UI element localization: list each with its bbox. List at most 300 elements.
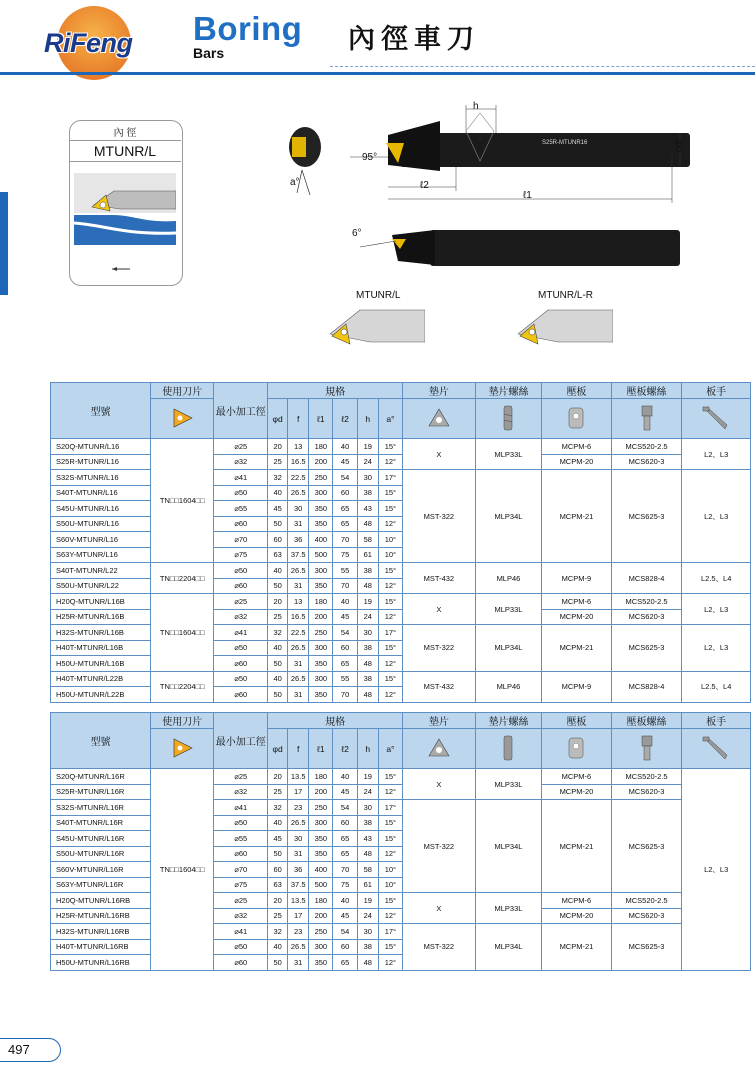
- spec-cell: 24: [357, 454, 378, 470]
- spec-cell: 24: [357, 609, 378, 625]
- spec-cell: 54: [333, 924, 357, 940]
- spec-cell: 25: [268, 784, 288, 800]
- tool-left-name: MTUNR/L: [356, 290, 401, 301]
- spec-cell: ⌀75: [214, 547, 268, 563]
- model-cell: H50U-MTUNR/L16RB: [51, 955, 151, 971]
- spec-cell: 26.5: [288, 939, 309, 955]
- model-cell: H25R-MTUNR/L16B: [51, 609, 151, 625]
- spec-cell: 17°: [378, 924, 402, 940]
- spec-cell: 63: [268, 547, 288, 563]
- header-l2: ℓ2: [333, 399, 357, 439]
- spec-cell: 12°: [378, 609, 402, 625]
- spec-cell: 200: [309, 784, 333, 800]
- spec-cell: 15°: [378, 501, 402, 517]
- insert-icon: [151, 399, 214, 439]
- insert-cell: TN□□2204□□: [151, 563, 214, 594]
- spec-cell: 10°: [378, 547, 402, 563]
- spec-cell: 400: [309, 532, 333, 548]
- spec-cell: ⌀70: [214, 862, 268, 878]
- spec-cell: 50: [268, 656, 288, 672]
- header-l1: ℓ1: [309, 399, 333, 439]
- model-cell: H40T-MTUNR/L16RB: [51, 939, 151, 955]
- spec-cell: 31: [288, 578, 309, 594]
- logo-text: RiFeng: [44, 28, 133, 58]
- spec-cell: 54: [333, 800, 357, 816]
- table-row: [51, 439, 751, 455]
- spec-cell: 30: [357, 625, 378, 641]
- spec-cell: 15°: [378, 671, 402, 687]
- spec-cell: 70: [333, 532, 357, 548]
- spec-cell: 17: [288, 784, 309, 800]
- spec-cell: 45: [333, 908, 357, 924]
- spec-cell: 300: [309, 563, 333, 579]
- clamp-cell: MCPM-21: [542, 924, 612, 971]
- header-l1: ℓ1: [309, 729, 333, 769]
- spec-cell: 13: [288, 594, 309, 610]
- spec-cell: 38: [357, 939, 378, 955]
- spec-cell: ⌀70: [214, 532, 268, 548]
- spec-cell: 40: [268, 671, 288, 687]
- card-title: 內 徑: [113, 128, 137, 139]
- spec-cell: 75: [333, 877, 357, 893]
- spec-cell: 63: [268, 877, 288, 893]
- spec-cell: 60: [268, 532, 288, 548]
- clamp-screw-cell: MCS620-3: [611, 784, 682, 800]
- model-cell: S50U-MTUNR/L16: [51, 516, 151, 532]
- model-cell: H32S-MTUNR/L16B: [51, 625, 151, 641]
- spec-cell: 350: [309, 831, 333, 847]
- page-number: 497: [8, 1042, 30, 1057]
- shim-screw-cell: MLP34L: [475, 800, 541, 893]
- spec-cell: ⌀41: [214, 470, 268, 486]
- model-cell: S20Q-MTUNR/L16R: [51, 769, 151, 785]
- spec-cell: 350: [309, 687, 333, 703]
- header-min-bore: 最小加工徑: [214, 713, 268, 769]
- header-a: a°: [378, 399, 402, 439]
- spec-cell: 300: [309, 485, 333, 501]
- spec-cell: 15°: [378, 939, 402, 955]
- spec-cell: 12°: [378, 454, 402, 470]
- header-f: f: [288, 729, 309, 769]
- spec-cell: 20: [268, 594, 288, 610]
- spec-cell: ⌀32: [214, 609, 268, 625]
- shim-cell: X: [403, 439, 476, 470]
- model-cell: S25R-MTUNR/L16R: [51, 784, 151, 800]
- spec-cell: 17°: [378, 625, 402, 641]
- clamp-cell: MCPM-21: [542, 470, 612, 563]
- clamp-screw-cell: MCS625-3: [611, 625, 682, 672]
- spec-cell: 38: [357, 640, 378, 656]
- tool-left-illustration: [330, 304, 425, 354]
- spec-table-2: [50, 712, 751, 971]
- clamp-screw-icon: [611, 399, 682, 439]
- spec-cell: 17°: [378, 800, 402, 816]
- spec-cell: 19: [357, 594, 378, 610]
- spec-cell: 38: [357, 485, 378, 501]
- dim-l2-label: ℓ2: [420, 180, 429, 191]
- spec-cell: 19: [357, 893, 378, 909]
- spec-cell: 15°: [378, 769, 402, 785]
- clamp-cell: MCPM-20: [542, 609, 612, 625]
- spec-cell: 75: [333, 547, 357, 563]
- spec-cell: 200: [309, 908, 333, 924]
- spec-cell: ⌀32: [214, 908, 268, 924]
- spec-cell: 40: [268, 563, 288, 579]
- spec-cell: 48: [357, 955, 378, 971]
- header-shim: 墊片: [403, 713, 476, 729]
- header-insert: 使用刀片: [151, 713, 214, 729]
- spec-cell: 15°: [378, 815, 402, 831]
- spec-cell: 26.5: [288, 485, 309, 501]
- model-cell: H32S-MTUNR/L16RB: [51, 924, 151, 940]
- spec-cell: 15°: [378, 439, 402, 455]
- spec-cell: 15°: [378, 485, 402, 501]
- dim-h-label: h: [473, 101, 479, 112]
- shim-icon: [403, 399, 476, 439]
- spec-cell: ⌀60: [214, 656, 268, 672]
- spec-cell: ⌀50: [214, 640, 268, 656]
- dim-6-label: 6°: [352, 228, 362, 239]
- spec-cell: ⌀32: [214, 454, 268, 470]
- spec-cell: 60: [268, 862, 288, 878]
- spec-cell: 48: [357, 516, 378, 532]
- model-cell: S63Y-MTUNR/L16R: [51, 877, 151, 893]
- header-shim: 墊片: [403, 383, 476, 399]
- tool-dimension-drawing: [280, 95, 700, 285]
- shim-screw-cell: MLP34L: [475, 470, 541, 563]
- spec-cell: 350: [309, 846, 333, 862]
- clamp-icon: [542, 729, 612, 769]
- spec-cell: 13.5: [288, 769, 309, 785]
- header-h: h: [357, 729, 378, 769]
- spec-cell: 40: [268, 640, 288, 656]
- clamp-cell: MCPM-6: [542, 893, 612, 909]
- spec-cell: 40: [268, 485, 288, 501]
- spec-cell: 31: [288, 955, 309, 971]
- spec-cell: 12°: [378, 846, 402, 862]
- spec-cell: 180: [309, 893, 333, 909]
- spec-cell: 30: [288, 501, 309, 517]
- spec-cell: ⌀60: [214, 955, 268, 971]
- page-number-tab: [0, 1038, 61, 1062]
- spec-cell: ⌀25: [214, 594, 268, 610]
- clamp-screw-cell: MCS828-4: [611, 671, 682, 702]
- insert-cell: TN□□1604□□: [151, 594, 214, 672]
- spec-cell: 45: [333, 454, 357, 470]
- insert-cell: TN□□1604□□: [151, 439, 214, 563]
- spec-cell: 15°: [378, 563, 402, 579]
- clamp-cell: MCPM-21: [542, 800, 612, 893]
- wrench-cell: L2、L3: [682, 594, 751, 625]
- spec-cell: 15°: [378, 640, 402, 656]
- spec-cell: 20: [268, 769, 288, 785]
- clamp-screw-cell: MCS625-3: [611, 800, 682, 893]
- page-subtitle: Bars: [193, 45, 225, 61]
- header-a: a°: [378, 729, 402, 769]
- spec-cell: 60: [333, 485, 357, 501]
- spec-cell: 32: [268, 470, 288, 486]
- spec-cell: 65: [333, 656, 357, 672]
- spec-cell: 30: [357, 800, 378, 816]
- shim-screw-cell: MLP33L: [475, 594, 541, 625]
- spec-cell: 15°: [378, 893, 402, 909]
- spec-cell: ⌀60: [214, 687, 268, 703]
- spec-cell: 300: [309, 939, 333, 955]
- spec-cell: 30: [357, 470, 378, 486]
- spec-cell: 15°: [378, 594, 402, 610]
- wrench-cell: L2、L3: [682, 625, 751, 672]
- spec-cell: 58: [357, 862, 378, 878]
- clamp-cell: MCPM-6: [542, 769, 612, 785]
- clamp-screw-cell: MCS520-2.5: [611, 594, 682, 610]
- spec-cell: 43: [357, 501, 378, 517]
- spec-cell: 24: [357, 784, 378, 800]
- spec-cell: 23: [288, 924, 309, 940]
- spec-cell: 25: [268, 908, 288, 924]
- header-min-bore: 最小加工徑: [214, 383, 268, 439]
- spec-cell: 23: [288, 800, 309, 816]
- spec-cell: 50: [268, 687, 288, 703]
- clamp-screw-cell: MCS828-4: [611, 563, 682, 594]
- wrench-cell: L2、L3: [682, 769, 751, 971]
- header-model: 型號: [51, 713, 151, 769]
- insert-cell: TN□□1604□□: [151, 769, 214, 971]
- header-wrench: 板手: [682, 383, 751, 399]
- shim-cell: X: [403, 769, 476, 800]
- spec-cell: 50: [268, 516, 288, 532]
- spec-cell: 48: [357, 656, 378, 672]
- shim-cell: MST-322: [403, 924, 476, 971]
- spec-cell: 60: [333, 640, 357, 656]
- wrench-cell: L2.5、L4: [682, 671, 751, 702]
- spec-cell: ⌀55: [214, 501, 268, 517]
- spec-cell: 31: [288, 516, 309, 532]
- spec-cell: 32: [268, 625, 288, 641]
- model-cell: S45U-MTUNR/L16R: [51, 831, 151, 847]
- clamp-cell: MCPM-9: [542, 563, 612, 594]
- spec-cell: 350: [309, 656, 333, 672]
- spec-cell: 12°: [378, 656, 402, 672]
- tool-right-name: MTUNR/L-R: [538, 290, 593, 301]
- wrench-icon: [682, 729, 751, 769]
- table-row: [51, 563, 751, 579]
- shim-cell: MST-322: [403, 800, 476, 893]
- model-cell: S40T-MTUNR/L22: [51, 563, 151, 579]
- spec-cell: ⌀50: [214, 939, 268, 955]
- dim-a-label: a°: [290, 177, 300, 188]
- spec-cell: 61: [357, 877, 378, 893]
- spec-cell: 65: [333, 955, 357, 971]
- shim-cell: MST-322: [403, 625, 476, 672]
- clamp-screw-cell: MCS520-2.5: [611, 439, 682, 455]
- spec-cell: 26.5: [288, 640, 309, 656]
- spec-cell: 17°: [378, 470, 402, 486]
- header-spec: 規格: [268, 713, 403, 729]
- spec-cell: 200: [309, 609, 333, 625]
- spec-cell: 500: [309, 877, 333, 893]
- shim-screw-cell: MLP34L: [475, 924, 541, 971]
- shim-screw-cell: MLP33L: [475, 439, 541, 470]
- spec-cell: 25: [268, 609, 288, 625]
- model-cell: S60V-MTUNR/L16: [51, 532, 151, 548]
- spec-cell: 250: [309, 924, 333, 940]
- tool-right-illustration: [518, 304, 613, 354]
- spec-cell: 350: [309, 516, 333, 532]
- insert-cell: TN□□2204□□: [151, 671, 214, 702]
- spec-cell: 22.5: [288, 625, 309, 641]
- spec-cell: ⌀25: [214, 769, 268, 785]
- spec-cell: 16.5: [288, 454, 309, 470]
- dim-l1-label: ℓ1: [523, 190, 532, 201]
- spec-cell: ⌀25: [214, 893, 268, 909]
- spec-cell: ⌀50: [214, 485, 268, 501]
- spec-cell: 45: [333, 609, 357, 625]
- clamp-cell: MCPM-6: [542, 594, 612, 610]
- card-illustration: [74, 165, 176, 277]
- insert-icon: [151, 729, 214, 769]
- clamp-screw-icon: [611, 729, 682, 769]
- spec-cell: ⌀50: [214, 671, 268, 687]
- spec-cell: 12°: [378, 955, 402, 971]
- clamp-screw-cell: MCS620-3: [611, 908, 682, 924]
- spec-cell: 180: [309, 769, 333, 785]
- spec-cell: 70: [333, 687, 357, 703]
- spec-cell: 26.5: [288, 671, 309, 687]
- header-shim-screw: 墊片螺絲: [475, 713, 541, 729]
- spec-cell: 500: [309, 547, 333, 563]
- spec-cell: 250: [309, 800, 333, 816]
- clamp-icon: [542, 399, 612, 439]
- clamp-screw-cell: MCS625-3: [611, 924, 682, 971]
- header-wrench: 板手: [682, 713, 751, 729]
- spec-cell: ⌀50: [214, 563, 268, 579]
- clamp-cell: MCPM-9: [542, 671, 612, 702]
- spec-cell: 60: [333, 815, 357, 831]
- spec-cell: 55: [333, 671, 357, 687]
- model-cell: S32S-MTUNR/L16: [51, 470, 151, 486]
- spec-table-1: [50, 382, 751, 703]
- spec-cell: 32: [268, 800, 288, 816]
- header-clamp-screw: 壓板螺絲: [611, 383, 682, 399]
- spec-cell: 65: [333, 516, 357, 532]
- header-model: 型號: [51, 383, 151, 439]
- spec-cell: 16.5: [288, 609, 309, 625]
- shim-cell: X: [403, 594, 476, 625]
- spec-cell: 36: [288, 862, 309, 878]
- spec-cell: ⌀60: [214, 846, 268, 862]
- spec-cell: 12°: [378, 784, 402, 800]
- model-cell: H20Q-MTUNR/L16B: [51, 594, 151, 610]
- shim-screw-icon: [475, 729, 541, 769]
- spec-cell: 61: [357, 547, 378, 563]
- header-rule: [0, 72, 755, 75]
- header-shim-screw: 墊片螺絲: [475, 383, 541, 399]
- spec-cell: 50: [268, 846, 288, 862]
- spec-cell: 65: [333, 846, 357, 862]
- spec-cell: 40: [268, 815, 288, 831]
- model-cell: S20Q-MTUNR/L16: [51, 439, 151, 455]
- spec-cell: ⌀41: [214, 625, 268, 641]
- clamp-cell: MCPM-20: [542, 908, 612, 924]
- spec-cell: 60: [333, 939, 357, 955]
- header-d: φd: [268, 729, 288, 769]
- spec-cell: 10°: [378, 532, 402, 548]
- spec-cell: 50: [268, 955, 288, 971]
- clamp-cell: MCPM-21: [542, 625, 612, 672]
- spec-cell: 19: [357, 769, 378, 785]
- spec-cell: ⌀55: [214, 831, 268, 847]
- spec-cell: ⌀32: [214, 784, 268, 800]
- spec-cell: 54: [333, 625, 357, 641]
- spec-cell: 12°: [378, 687, 402, 703]
- spec-cell: ⌀41: [214, 924, 268, 940]
- clamp-cell: MCPM-6: [542, 439, 612, 455]
- spec-cell: 36: [288, 532, 309, 548]
- wrench-cell: L2、L3: [682, 470, 751, 563]
- header-clamp: 壓板: [542, 713, 612, 729]
- spec-cell: 45: [268, 501, 288, 517]
- spec-cell: 65: [333, 831, 357, 847]
- header-f: f: [288, 399, 309, 439]
- clamp-screw-cell: MCS620-3: [611, 609, 682, 625]
- clamp-cell: MCPM-20: [542, 784, 612, 800]
- spec-cell: 180: [309, 439, 333, 455]
- spec-cell: 37.5: [288, 877, 309, 893]
- spec-cell: 26.5: [288, 815, 309, 831]
- model-cell: H25R-MTUNR/L16RB: [51, 908, 151, 924]
- spec-cell: 45: [333, 784, 357, 800]
- spec-cell: 58: [357, 532, 378, 548]
- header-clamp: 壓板: [542, 383, 612, 399]
- shim-cell: X: [403, 893, 476, 924]
- spec-cell: 32: [268, 924, 288, 940]
- svg-text:S25R-MTUNR16: S25R-MTUNR16: [542, 140, 588, 146]
- spec-cell: 10°: [378, 862, 402, 878]
- table-row: [51, 769, 751, 785]
- spec-cell: 200: [309, 454, 333, 470]
- spec-cell: 45: [268, 831, 288, 847]
- spec-cell: 40: [333, 439, 357, 455]
- spec-cell: 50: [268, 578, 288, 594]
- model-cell: H20Q-MTUNR/L16RB: [51, 893, 151, 909]
- clamp-screw-cell: MCS520-2.5: [611, 893, 682, 909]
- clamp-cell: MCPM-20: [542, 454, 612, 470]
- spec-cell: 40: [333, 769, 357, 785]
- shim-cell: MST-432: [403, 671, 476, 702]
- spec-cell: 20: [268, 893, 288, 909]
- page-title-chinese: 內徑車刀: [348, 24, 480, 54]
- spec-cell: 250: [309, 470, 333, 486]
- model-cell: S50U-MTUNR/L16R: [51, 846, 151, 862]
- spec-cell: 48: [357, 687, 378, 703]
- spec-cell: 12°: [378, 908, 402, 924]
- spec-cell: 38: [357, 563, 378, 579]
- model-cell: S45U-MTUNR/L16: [51, 501, 151, 517]
- header-insert: 使用刀片: [151, 383, 214, 399]
- dim-d-label: φd: [673, 140, 684, 153]
- spec-cell: 12°: [378, 516, 402, 532]
- header-spec: 規格: [268, 383, 403, 399]
- spec-cell: 31: [288, 846, 309, 862]
- table-row: [51, 671, 751, 687]
- spec-cell: 17: [288, 908, 309, 924]
- model-cell: H40T-MTUNR/L16B: [51, 640, 151, 656]
- spec-cell: 40: [333, 893, 357, 909]
- spec-cell: 13.5: [288, 893, 309, 909]
- spec-cell: 30: [357, 924, 378, 940]
- model-cell: H50U-MTUNR/L22B: [51, 687, 151, 703]
- table-row: [51, 594, 751, 610]
